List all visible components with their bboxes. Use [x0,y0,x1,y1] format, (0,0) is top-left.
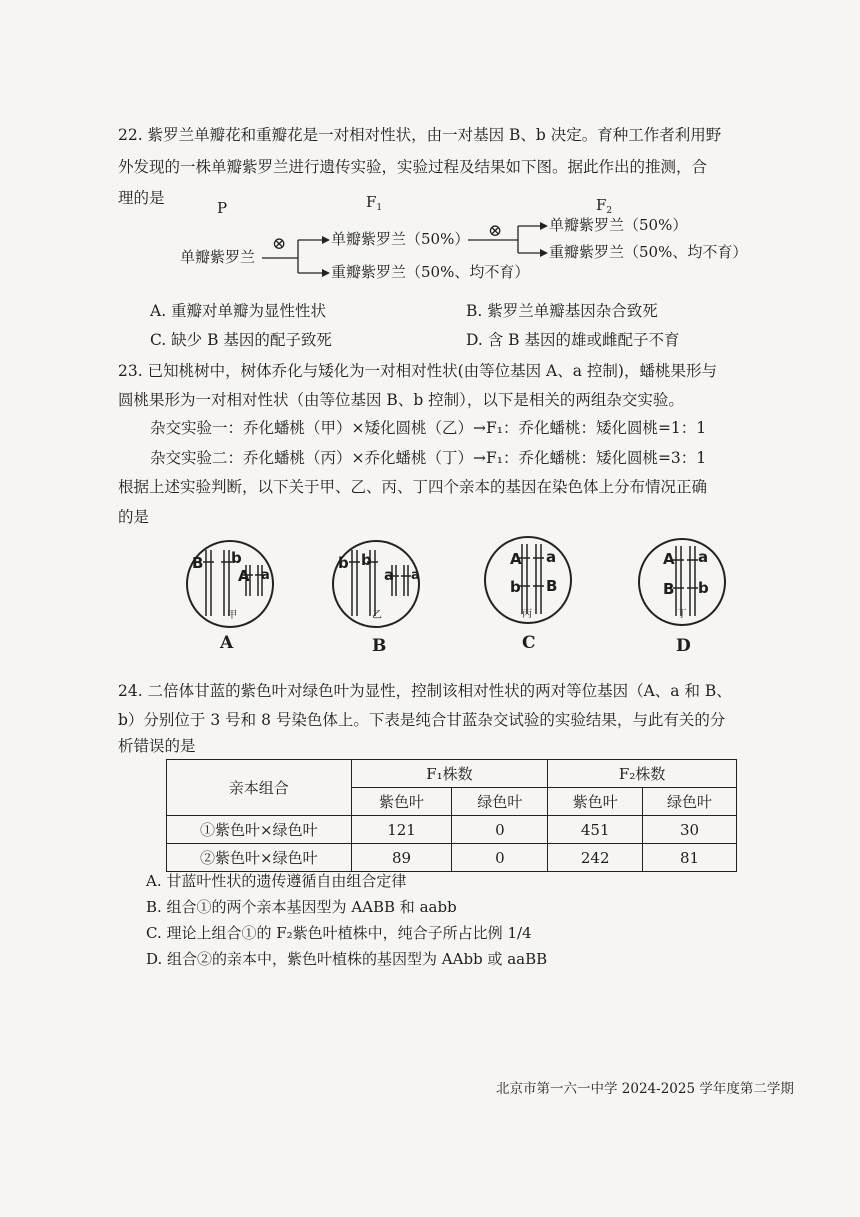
q23-line1: 23. 已知桃树中，树体乔化与矮化为一对相对性状(由等位基因 A、a 控制)，蟠桃果形与 [118,362,717,380]
q23-line2: 圆桃果形为一对相对性状（由等位基因 B、b 控制），以下是相关的两组杂交实验。 [118,391,684,409]
gene-label: b [338,554,349,572]
header-parent-combo: 亲本组合 [167,760,352,816]
self-cross-symbol-1: ⊗ [272,234,287,254]
row-label: ①紫色叶×绿色叶 [167,816,352,844]
q23-experiment-2: 杂交实验二：乔化蟠桃（丙）×乔化蟠桃（丁）→F₁：乔化蟠桃：矮化圆桃=3：1 [150,449,707,467]
gene-label: B [546,577,558,595]
table-row [167,816,737,844]
q22-line2: 外发现的一株单瓣紫罗兰进行遗传实验，实验过程及结果如下图。据此作出的推测，合 [118,158,708,176]
subheader-green: 绿色叶 [643,788,737,816]
parent-single-petal: 单瓣紫罗兰 [180,248,256,266]
gene-label: a [411,568,420,583]
q24-line1: 24. 二倍体甘蓝的紫色叶对绿色叶为显性，控制该相对性状的两对等位基因（A、a 和 B、 [118,682,732,700]
q24-line2: b）分别位于 3 号和 8 号染色体上。下表是纯合甘蓝杂交试验的实验结果，与此有关的分 [118,711,726,729]
q22-line3: 理的是 [118,189,165,207]
cell-value: 121 [351,816,452,844]
cell-value: 30 [643,816,737,844]
f1-single-petal: 单瓣紫罗兰（50%） [331,230,470,248]
gene-label: b [231,549,242,567]
cell-name: 甲 [227,610,237,621]
row-label: ②紫色叶×绿色叶 [167,844,352,872]
header-f2-count: F₂株数 [548,760,737,788]
f2-label: $F_2$ [596,196,613,216]
gene-label: b [698,579,709,597]
q24-option-d: D. 组合②的亲本中，紫色叶植株的基因型为 AAbb 或 aaBB [146,950,548,968]
gene-label: a [698,548,709,566]
gene-label: a [384,566,395,584]
gene-label: a [546,548,557,566]
cell-value: 0 [452,816,548,844]
option-letter: B [372,636,387,656]
cell-value: 0 [452,844,548,872]
subheader-purple: 紫色叶 [351,788,452,816]
q24-option-c: C. 理论上组合①的 F₂紫色叶植株中，纯合子所占比例 1/4 [146,924,532,942]
q24-option-b: B. 组合①的两个亲本基因型为 AABB 和 aabb [146,898,457,916]
gene-label: A [663,550,675,568]
q23-experiment-1: 杂交实验一：乔化蟠桃（甲）×矮化圆桃（乙）→F₁：乔化蟠桃：矮化圆桃=1：1 [150,419,707,437]
q22-line1: 22. 紫罗兰单瓣花和重瓣花是一对相对性状，由一对基因 B、b 决定。育种工作者利用野 [118,126,722,144]
header-f1-count: F₁株数 [351,760,548,788]
q23-line4: 的是 [118,508,150,526]
option-letter: C [522,633,536,653]
gene-label: B [192,554,204,572]
f2-single-petal: 单瓣紫罗兰（50%） [549,216,688,234]
option-letter: A [220,633,234,653]
subheader-purple: 紫色叶 [548,788,643,816]
gene-label: A [238,567,250,585]
self-cross-symbol-2: ⊗ [488,221,503,241]
q22-option-c: C. 缺少 B 基因的配子致死 [150,331,332,349]
f1-label: $F_1$ [366,193,383,213]
subheader-green: 绿色叶 [452,788,548,816]
q22-option-a: A. 重瓣对单瓣为显性性状 [150,302,327,320]
cell-value: 242 [548,844,643,872]
f1-double-petal: 重瓣紫罗兰（50%、均不育） [331,263,530,281]
cell-value: 89 [351,844,452,872]
cell-name: 乙 [372,610,382,621]
page-footer: 北京市第一六一中学 2024-2025 学年度第二学期 [496,1081,794,1097]
q23-line3: 根据上述实验判断，以下关于甲、乙、丙、丁四个亲本的基因在染色体上分布情况正确 [118,478,708,496]
f2-double-petal: 重瓣紫罗兰（50%、均不育） [549,243,748,261]
table-row [167,844,737,872]
gene-label: A [510,550,522,568]
q24-line3: 析错误的是 [118,737,196,755]
gene-label: b [361,551,372,569]
p-label: P [217,199,228,217]
gene-label: a [261,568,270,583]
q22-option-d: D. 含 B 基因的雄或雌配子不育 [466,331,680,349]
cell-value: 81 [643,844,737,872]
option-letter: D [676,636,691,656]
cross-results-table [166,759,737,872]
gene-label: b [510,578,521,596]
cell-value: 451 [548,816,643,844]
cell-name: 丙 [522,609,532,620]
q22-option-b: B. 紫罗兰单瓣基因杂合致死 [466,302,658,320]
cell-name: 丁 [677,609,687,620]
q24-option-a: A. 甘蓝叶性状的遗传遵循自由组合定律 [146,872,407,890]
gene-label: B [663,580,675,598]
